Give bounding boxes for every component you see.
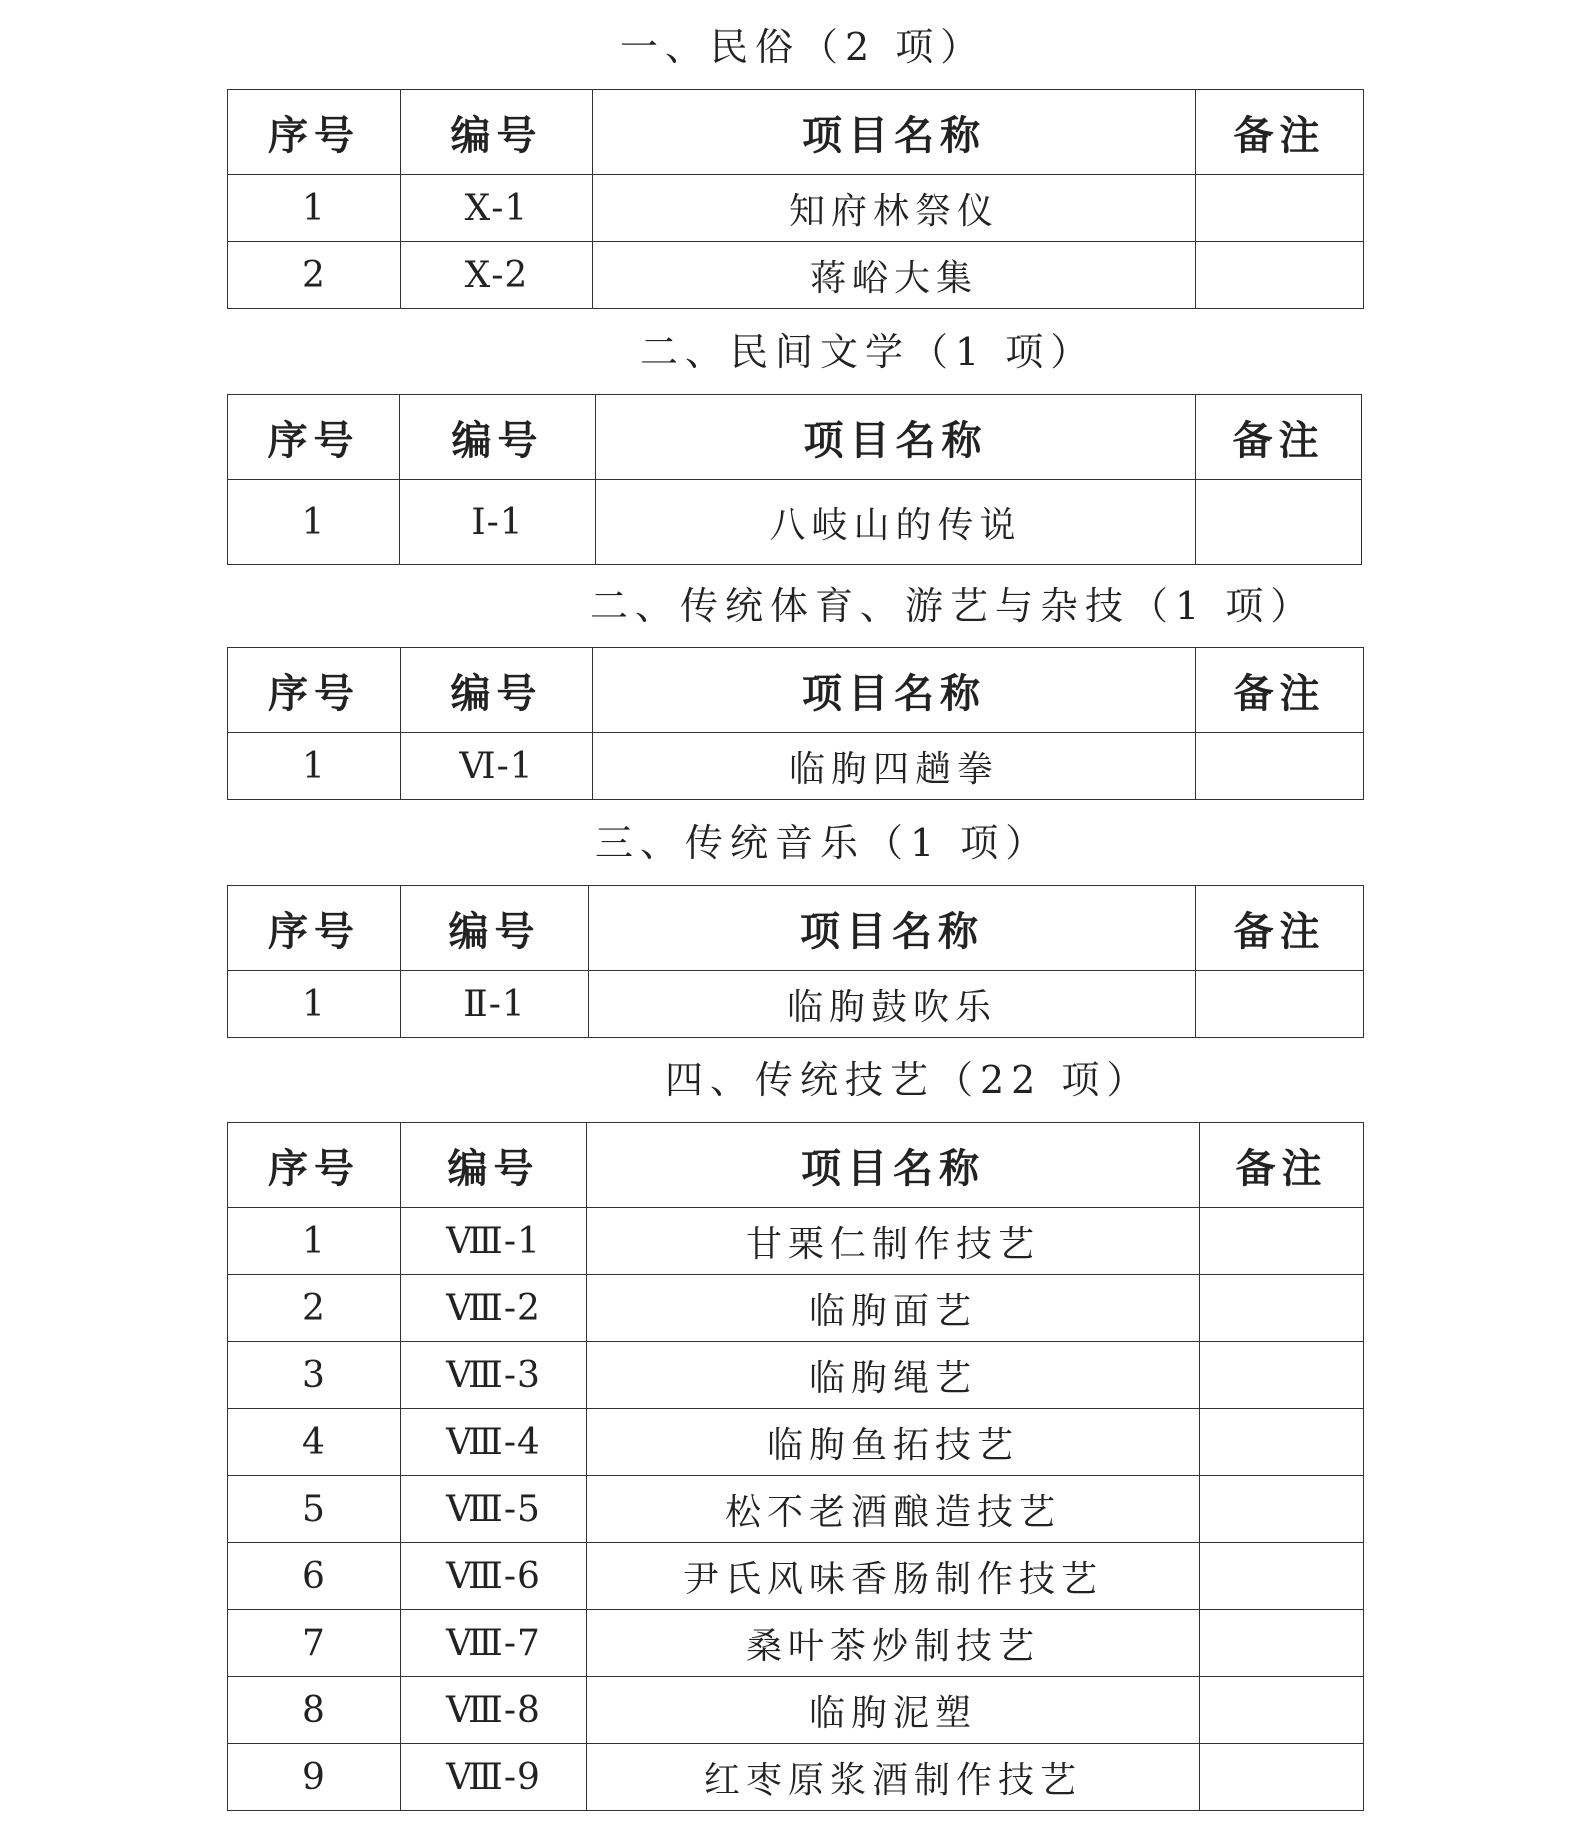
column-header-name: 项目名称: [587, 1123, 1200, 1208]
column-header-note: 备注: [1196, 886, 1364, 971]
column-header-code: 编号: [401, 648, 593, 733]
cell-name: 尹氏风味香肠制作技艺: [587, 1543, 1200, 1610]
column-header-seq: 序号: [228, 90, 401, 175]
table-row: [228, 1677, 1364, 1744]
cell-seq: 4: [228, 1409, 401, 1476]
column-header-name: 项目名称: [593, 90, 1196, 175]
cell-name: 临朐绳艺: [587, 1342, 1200, 1409]
table-row: [228, 242, 1364, 309]
table-row: [228, 480, 1362, 565]
cell-seq: 1: [228, 971, 401, 1038]
heritage-table: [227, 1122, 1364, 1811]
cell-note: [1196, 242, 1364, 309]
cell-code: Ⅰ-1: [400, 480, 596, 565]
cell-note: [1200, 1476, 1364, 1543]
cell-seq: 1: [228, 1208, 401, 1275]
cell-name: 临朐鱼拓技艺: [587, 1409, 1200, 1476]
column-header-seq: 序号: [228, 395, 400, 480]
table-header-row: [228, 1123, 1364, 1208]
cell-name: 甘栗仁制作技艺: [587, 1208, 1200, 1275]
table-header-row: [228, 886, 1364, 971]
column-header-name: 项目名称: [596, 395, 1196, 480]
cell-code: Ⅹ-2: [401, 242, 593, 309]
table-row: [228, 1342, 1364, 1409]
table-header-row: [228, 648, 1364, 733]
cell-seq: 1: [228, 175, 401, 242]
column-header-note: 备注: [1196, 648, 1364, 733]
section-title: 四、传统技艺（22 项）: [665, 1058, 1152, 1102]
cell-code: Ⅵ-1: [401, 733, 593, 800]
column-header-note: 备注: [1200, 1123, 1364, 1208]
column-header-note: 备注: [1196, 90, 1364, 175]
cell-code: Ⅷ-9: [401, 1744, 587, 1811]
cell-seq: 5: [228, 1476, 401, 1543]
cell-seq: 2: [228, 1275, 401, 1342]
cell-code: Ⅷ-1: [401, 1208, 587, 1275]
cell-code: Ⅷ-6: [401, 1543, 587, 1610]
cell-note: [1200, 1409, 1364, 1476]
cell-note: [1196, 480, 1362, 565]
cell-seq: 7: [228, 1610, 401, 1677]
table-row: [228, 733, 1364, 800]
table-row: [228, 971, 1364, 1038]
cell-seq: 1: [228, 480, 400, 565]
cell-code: Ⅷ-8: [401, 1677, 587, 1744]
cell-code: Ⅷ-5: [401, 1476, 587, 1543]
column-header-code: 编号: [401, 1123, 587, 1208]
cell-name: 临朐泥塑: [587, 1677, 1200, 1744]
cell-name: 松不老酒酿造技艺: [587, 1476, 1200, 1543]
table-header-row: [228, 90, 1364, 175]
cell-seq: 8: [228, 1677, 401, 1744]
cell-note: [1200, 1342, 1364, 1409]
column-header-seq: 序号: [228, 886, 401, 971]
cell-note: [1200, 1275, 1364, 1342]
heritage-table: [227, 647, 1364, 800]
column-header-name: 项目名称: [589, 886, 1196, 971]
table-row: [228, 1409, 1364, 1476]
cell-note: [1200, 1610, 1364, 1677]
cell-name: 八岐山的传说: [596, 480, 1196, 565]
cell-name: 临朐四趟拳: [593, 733, 1196, 800]
table-row: [228, 175, 1364, 242]
table-row: [228, 1275, 1364, 1342]
cell-seq: 1: [228, 733, 401, 800]
column-header-note: 备注: [1196, 395, 1362, 480]
cell-seq: 3: [228, 1342, 401, 1409]
table-row: [228, 1744, 1364, 1811]
cell-name: 知府林祭仪: [593, 175, 1196, 242]
column-header-name: 项目名称: [593, 648, 1196, 733]
cell-note: [1196, 175, 1364, 242]
cell-code: Ⅷ-2: [401, 1275, 587, 1342]
cell-code: Ⅱ-1: [401, 971, 589, 1038]
cell-name: 临朐鼓吹乐: [589, 971, 1196, 1038]
cell-note: [1200, 1208, 1364, 1275]
column-header-seq: 序号: [228, 1123, 401, 1208]
section-title: 二、民间文学（1 项）: [640, 330, 1096, 374]
section-title: 二、传统体育、游艺与杂技（1 项）: [590, 584, 1316, 628]
cell-note: [1200, 1744, 1364, 1811]
cell-name: 临朐面艺: [587, 1275, 1200, 1342]
heritage-table: [227, 885, 1364, 1038]
table-header-row: [228, 395, 1362, 480]
table-row: [228, 1476, 1364, 1543]
column-header-seq: 序号: [228, 648, 401, 733]
table-row: [228, 1543, 1364, 1610]
section-title: 三、传统音乐（1 项）: [595, 821, 1051, 865]
cell-code: Ⅷ-3: [401, 1342, 587, 1409]
cell-code: Ⅷ-7: [401, 1610, 587, 1677]
section-title: 一、民俗（2 项）: [620, 25, 986, 69]
heritage-table: [227, 89, 1364, 309]
cell-note: [1200, 1543, 1364, 1610]
column-header-code: 编号: [400, 395, 596, 480]
cell-code: Ⅹ-1: [401, 175, 593, 242]
table-row: [228, 1208, 1364, 1275]
cell-note: [1196, 971, 1364, 1038]
cell-seq: 2: [228, 242, 401, 309]
cell-code: Ⅷ-4: [401, 1409, 587, 1476]
table-row: [228, 1610, 1364, 1677]
column-header-code: 编号: [401, 886, 589, 971]
cell-note: [1196, 733, 1364, 800]
cell-seq: 9: [228, 1744, 401, 1811]
cell-name: 桑叶茶炒制技艺: [587, 1610, 1200, 1677]
cell-seq: 6: [228, 1543, 401, 1610]
cell-name: 红枣原浆酒制作技艺: [587, 1744, 1200, 1811]
cell-note: [1200, 1677, 1364, 1744]
cell-name: 蒋峪大集: [593, 242, 1196, 309]
column-header-code: 编号: [401, 90, 593, 175]
heritage-table: [227, 394, 1362, 565]
